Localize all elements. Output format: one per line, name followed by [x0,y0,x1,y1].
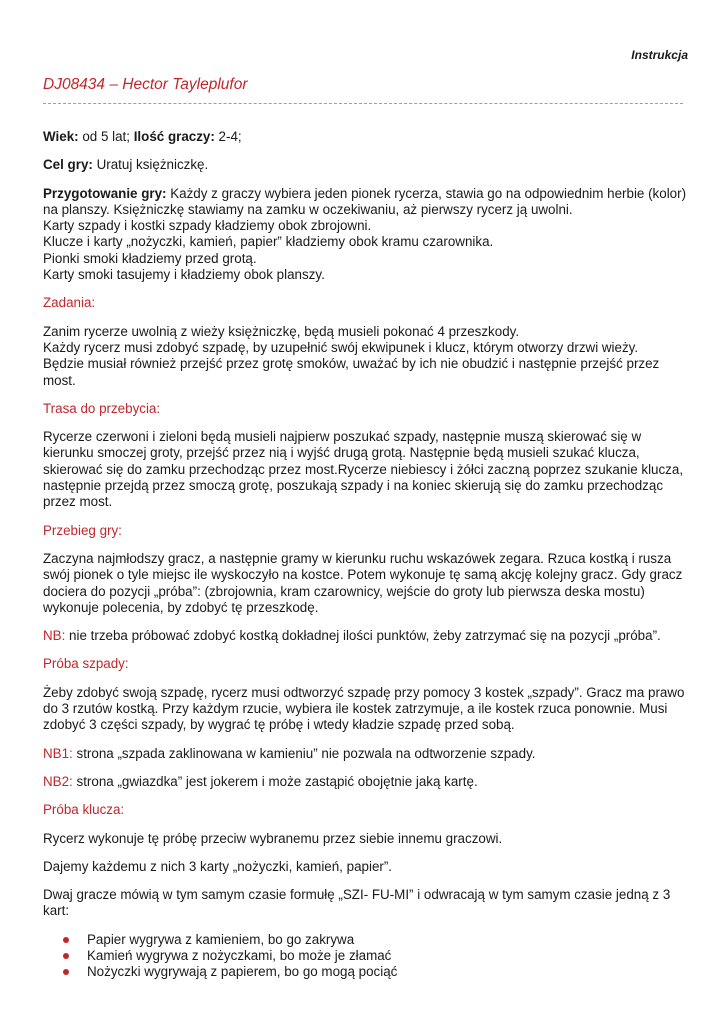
gameplay-note-text: nie trzeba próbować zdobyć kostką dokładnej ilości punktów, żeby zatrzymać się na pozycji „próba”. [65,628,661,644]
preparation-line: Pionki smoki kładziemy przed grotą. [43,250,257,266]
tasks-line: Zanim rycerze uwolnią z wieży księżniczkę, będą musieli pokonać 4 przeszkody. [43,323,520,339]
list-item [43,948,693,964]
nb2-label: NB2: [43,773,73,789]
nb2-text: strona „gwiazdka” jest jokerem i może zastąpić obojętnie jaką kartę. [72,773,478,789]
key-trial-heading: Próba klucza: [43,802,125,818]
list-item-text: Papier wygrywa z kamieniem, bo go zakrywa [87,931,355,947]
players-label: Ilość graczy: [133,129,215,144]
sword-trial-paragraph: Żeby zdobyć swoją szpadę, rycerz musi odtworzyć szpadę przy pomocy 3 kostek „szpady”. Gracz ma prawo do 3 rzutów kostką. Przy każdym rzucie, wybiera ile kostek zatrzymuje, a ile kostek rzuca ponownie. Musi zdobyć 3 części szpady, by wygrać tę próbę i wtedy kładzie szpadę przed sobą. [43,684,685,733]
goal-label: Cel gry: [43,157,93,173]
age-label: Wiek: [43,129,79,144]
list-item-text: Nożyczki wygrywają z papierem, bo go mogą pociąć [87,964,398,980]
preparation-text: Każdy z graczy wybiera jeden pionek rycerza, stawia go na odpowiednim herbie (kolor) na planszy. Księżniczkę stawiamy na zamku w oczekiwaniu, aż pierwszy rycerz ją uwolni. [43,185,687,217]
key-trial-paragraph-1: Rycerz wykonuje tę próbę przeciw wybranemu przez siebie innemu graczowi. [43,830,503,846]
tasks-paragraph [43,324,693,389]
tasks-heading: Zadania: [43,295,96,311]
route-heading: Trasa do przebycia: [43,400,161,416]
tasks-line: Każdy rycerz musi zdobyć szpadę, by uzupełnić swój ekwipunek i klucz, którym otworzy drzwi wieży. [43,339,639,355]
document-body [43,129,693,981]
list-item-text: Kamień wygrywa z nożyczkami, bo może je złamać [87,947,392,963]
gameplay-note [43,628,693,644]
header-label: Instrukcja [631,48,688,62]
key-trial-paragraph-3: Dwaj gracze mówią w tym samym czasie formułę „SZI- FU-MI” i odwracają w tym samym czasie jedną z 3 kart: [43,887,671,919]
tasks-line: Będzie musiał również przejść przez grotę smoków, uważać by ich nie obudzić i następnie przejść przez most. [43,356,660,388]
key-trial-bullet-list [43,932,693,981]
sword-trial-heading: Próba szpady: [43,656,129,672]
title-divider [43,103,683,104]
age-value: od 5 lat; [78,129,134,144]
nb1-text: strona „szpada zaklinowana w kamieniu” nie pozwala na odtworzenie szpady. [72,745,536,761]
preparation-line: Karty smoki tasujemy i kładziemy obok planszy. [43,267,325,283]
sword-trial-nb2 [43,774,693,790]
gameplay-heading: Przebieg gry: [43,522,122,538]
preparation-line: Karty szpady i kostki szpady kładziemy obok zbrojowni. [43,218,372,234]
list-item [43,964,693,980]
sword-trial-nb1 [43,746,693,762]
preparation-label: Przygotowanie gry: [43,185,167,201]
bullet-icon [63,969,69,975]
key-trial-paragraph-2: Dajemy każdemu z nich 3 karty „nożyczki, kamień, papier”. [43,858,393,874]
gameplay-paragraph: Zaczyna najmłodszy gracz, a następnie gramy w kierunku ruchu wskazówek zegara. Rzuca kostką i rusza swój pionek o tyle miejsc ile wyskoczyło na kostce. Potem wykonuje tę samą akcję kolejny gracz. Gdy gracz dociera do pozycji „próba”: (zbrojownia, kram czarownicy, wejście do groty lub pierwsza deska mostu) wykonuje polecenia, by zdobyć tę przeszkodę. [43,550,683,615]
bullet-icon [63,953,69,959]
goal-value: Uratuj księżniczkę. [92,157,209,173]
preparation-paragraph [43,186,693,284]
players-value: 2-4; [214,129,242,144]
bullet-icon [63,937,69,943]
list-item [43,932,693,948]
info-line [43,129,693,145]
route-paragraph: Rycerze czerwoni i zieloni będą musieli najpierw poszukać szpady, następnie muszą skierować się w kierunku smoczej groty, przejść przez nią i wyjść drugą grotą. Następnie będą musieli szukać klucza, skierować się do zamku przechodząc przez most.Rycerze niebiescy i żółci zaczną poprzez szukanie klucza, następnie przejdą przez smoczą grotę, poszukają szpady i na koniec skierują się do zamku przechodząc przez most. [43,429,684,510]
preparation-line: Klucze i karty „nożyczki, kamień, papier” kładziemy obok kramu czarownika. [43,234,494,250]
gameplay-note-label: NB: [43,628,66,644]
goal-line [43,157,693,173]
document-title: DJ08434 – Hector Tayleplufor [43,76,248,93]
nb1-label: NB1: [43,745,73,761]
